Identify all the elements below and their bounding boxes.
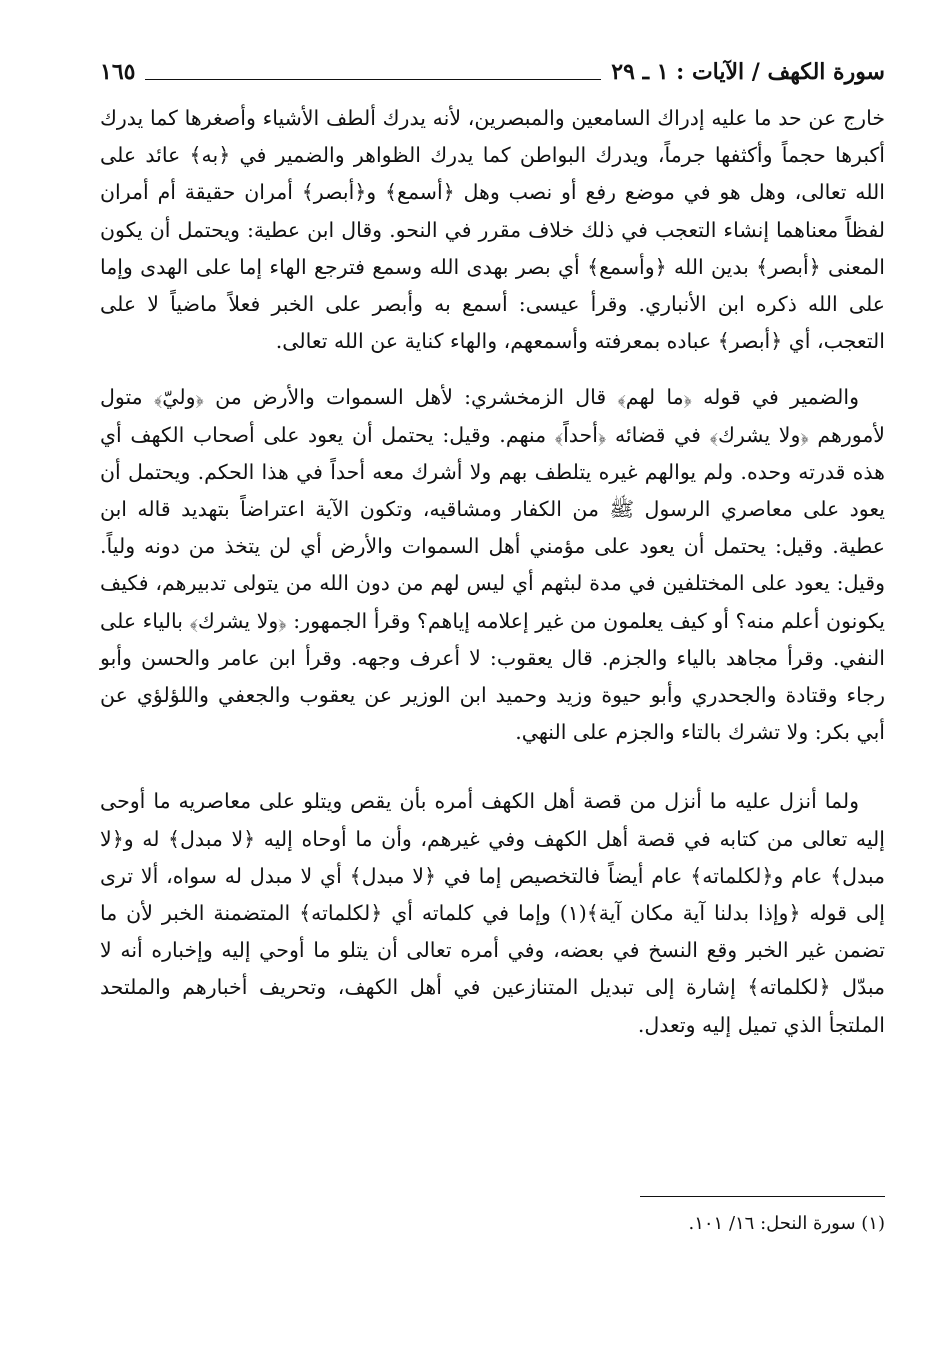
body-text (100, 100, 885, 1044)
paragraph: خارج عن حد ما عليه إدراك السامعين والمبصرين، لأنه يدرك ألطف الأشياء وأصغرها كما يدرك أكبرها حجماً وأكثفها جرماً، ويدرك البواطن كما يدرك الظواهر والضمير في ﴿به﴾ عائد على الله تعالى، وهل هو في موضع رفع أو نصب وهل ﴿أسمع﴾ و﴿أبصر﴾ أمران حقيقة أم أمران لفظاً معناهما إنشاء التعجب في ذلك خلاف مقرر في النحو. وقال ابن عطية: ويحتمل أن يكون المعنى ﴿أبصر﴾ بدين الله ﴿وأسمع﴾ أي بصر بهدى الله وسمع فترجع الهاء إما على الهدى وإما على الله ذكره ابن الأنباري. وقرأ عيسى: أسمع به وأبصر على الخبر فعلاً ماضياً لا على التعجب، أي ﴿أبصر﴾ عباده بمعرفته وأسمعهم، والهاء كناية عن الله تعالى. (100, 106, 885, 354)
header-rule (145, 79, 601, 80)
chapter-title: سورة الكهف / الآيات : ١ ـ ٢٩ (611, 59, 885, 85)
footnote: (١) سورة النحل: ١٦/ ١٠١. (688, 1213, 885, 1234)
footnote-separator (640, 1196, 885, 1197)
page-number: ١٦٥ (100, 59, 136, 85)
paragraph: ولما أنزل عليه ما أنزل من قصة أهل الكهف أمره بأن يقص ويتلو على معاصريه ما أوحى إليه تعالى من كتابه في قصة أهل الكهف وفي غيرهم، وأن ما أوحاه إليه ﴿لا مبدل﴾ له و﴿لا مبدل﴾ عام و﴿لكلماته﴾ عام أيضاً فالتخصيص إما في ﴿لا مبدل﴾ أي لا مبدل له سواه، ألا ترى إلى قوله ﴿وإذا بدلنا آية مكان آية﴾(١) وإما في كلماته أي ﴿لكلماته﴾ المتضمنة الخبر لأن ما تضمن غير الخبر وقع النسخ في بعضه، وفي أمره تعالى أن يتلو ما أوحي إليه وإخباره أنه لا مبدّل ﴿لكلماته﴾ إشارة إلى تبديل المتنازعين في أهل الكهف، وتحريف أخبارهم والملتحد الملتجأ الذي تميل إليه وتعدل. (100, 789, 886, 1037)
paragraph: والضمير في قوله ﴿ما لهم﴾ قال الزمخشري: لأهل السموات والأرض من ﴿وليّ﴾ متول لأمورهم ﴿ولا يشرك﴾ في قضائه ﴿أحداً﴾ منهم. وقيل: يحتمل أن يعود على أصحاب الكهف أي هذه قدرته وحده. ولم يوالهم غيره يتلطف بهم ولا أشرك معه أحداً في هذا الحكم. ويحتمل أن يعود على معاصري الرسول ﷺ من الكفار ومشاقيه، وتكون الآية اعتراضاً بتهديد قاله ابن عطية. وقيل: يحتمل أن يعود على مؤمني أهل السموات والأرض أي لن يتخذ من دونه ولياً. وقيل: يعود على المختلفين في مدة لبثهم أي ليس لهم من دون الله من يتولى تدبيرهم، فكيف يكونون أعلم منه؟ أو كيف يعلمون من غير إعلامه إياهم؟ وقرأ الجمهور: ﴿ولا يشرك﴾ بالياء على النفي. وقرأ مجاهد بالياء والجزم. قال يعقوب: لا أعرف وجهه. وقرأ ابن عامر والحسن وأبو رجاء وقتادة والجحدري وأبو حيوة وزيد وحميد ابن الوزير عن يعقوب والجعفي واللؤلؤي عن أبي بكر: ولا تشرك بالتاء والجزم على النهي. (100, 385, 885, 745)
running-header (100, 55, 885, 89)
